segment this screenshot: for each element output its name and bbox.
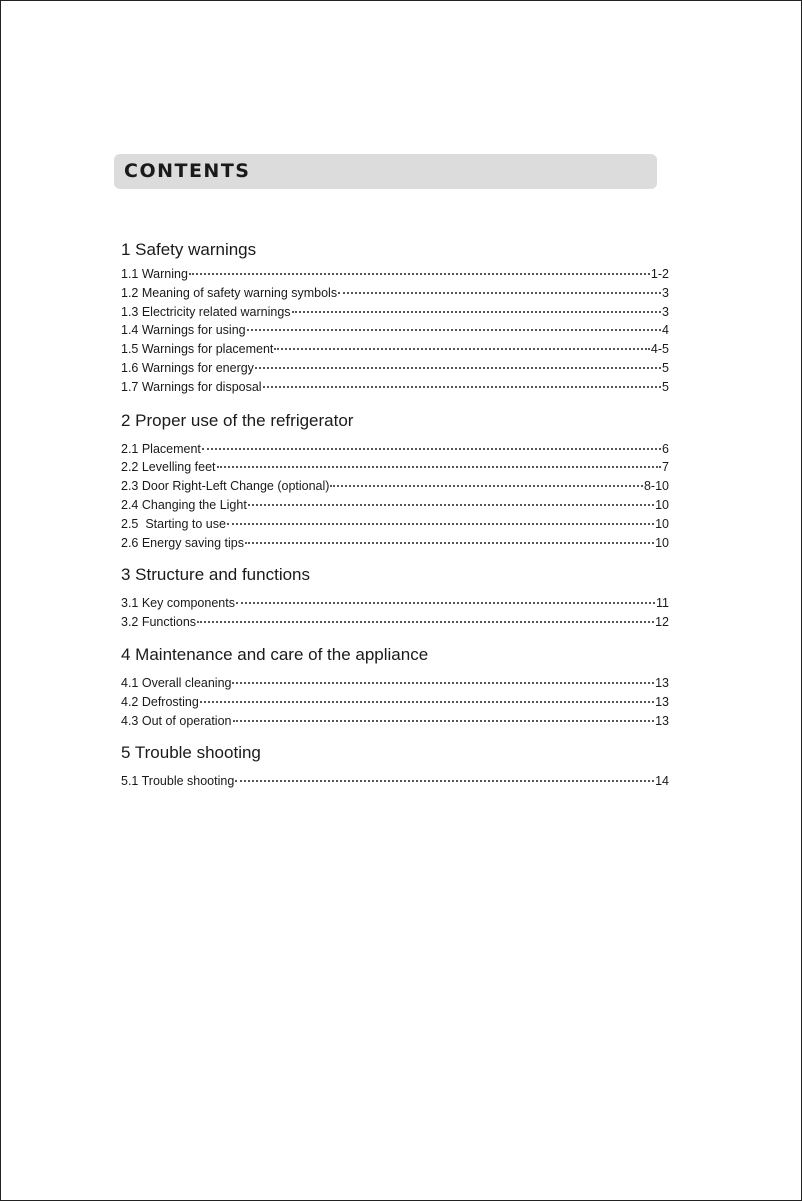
- toc-entry[interactable]: [121, 340, 669, 359]
- toc-entry[interactable]: [121, 613, 669, 632]
- dot-leader: [274, 348, 650, 350]
- toc-entry-page: 1-2: [650, 267, 669, 281]
- dot-leader: [248, 504, 654, 506]
- toc-entry[interactable]: [121, 477, 669, 496]
- toc-entry-page: 13: [655, 713, 669, 728]
- toc-entry-page: 13: [655, 694, 669, 709]
- toc-section: [121, 742, 669, 791]
- dot-leader: [245, 542, 654, 544]
- section-heading: 5 Trouble shooting: [121, 743, 261, 763]
- toc-entry[interactable]: [121, 321, 669, 340]
- toc-entry[interactable]: [121, 772, 669, 791]
- dot-leader: [200, 701, 654, 703]
- toc-entry-page: 10: [655, 516, 669, 531]
- toc-entry-list: [121, 594, 669, 632]
- toc-entry-list: [121, 772, 669, 791]
- dot-leader: [338, 292, 661, 294]
- toc-entry-title: 1.1 Warning: [121, 267, 188, 281]
- toc-entry-title: 1.7 Warnings for disposal: [121, 379, 262, 394]
- toc-entry[interactable]: [121, 515, 669, 534]
- toc-entry-page: 10: [655, 497, 669, 512]
- dot-leader: [292, 311, 662, 313]
- toc-entry-title: 1.6 Warnings for energy: [121, 360, 254, 375]
- toc-section: [121, 239, 669, 397]
- dot-leader: [227, 523, 654, 525]
- dot-leader: [236, 602, 655, 604]
- toc-entry-title: 3.1 Key components: [121, 596, 235, 611]
- toc-entry[interactable]: [121, 265, 669, 284]
- toc-entry-title: 4.3 Out of operation: [121, 713, 232, 728]
- dot-leader: [255, 367, 661, 369]
- toc-entry[interactable]: [121, 534, 669, 553]
- toc-entry[interactable]: [121, 378, 669, 397]
- toc-entry-title: 2.5 Starting to use: [121, 516, 226, 531]
- toc-entry[interactable]: [121, 712, 669, 731]
- toc-entry-title: 4.1 Overall cleaning: [121, 675, 232, 690]
- contents-title: CONTENTS: [124, 160, 251, 182]
- dot-leader: [235, 780, 654, 782]
- toc-entry-title: 2.3 Door Right-Left Change (optional): [121, 479, 330, 494]
- toc-entry-title: 1.5 Warnings for placement: [121, 342, 274, 357]
- toc-entry[interactable]: [121, 359, 669, 378]
- toc-entry-page: 8-10: [643, 479, 669, 494]
- section-heading: 2 Proper use of the refrigerator: [121, 410, 354, 430]
- toc-entry-page: 14: [655, 774, 669, 789]
- toc-entry-title: 1.3 Electricity related warnings: [121, 304, 291, 319]
- toc-entry-title: 2.1 Placement: [121, 441, 201, 456]
- toc-entry-title: 4.2 Defrosting: [121, 694, 199, 709]
- toc-entry-title: 1.2 Meaning of safety warning symbols: [121, 285, 338, 300]
- toc-entry-list: [121, 440, 669, 553]
- table-of-contents: [121, 239, 669, 791]
- toc-entry-page: 13: [655, 675, 669, 690]
- toc-entry-page: 11: [656, 596, 669, 611]
- toc-entry-page: 4-5: [650, 342, 669, 357]
- toc-entry[interactable]: [121, 674, 669, 693]
- toc-entry[interactable]: [121, 440, 669, 459]
- toc-entry[interactable]: [121, 458, 669, 477]
- toc-entry-list: [121, 265, 669, 397]
- toc-entry-page: 5: [662, 379, 669, 394]
- toc-section: [121, 564, 669, 632]
- toc-entry-title: 2.2 Levelling feet: [121, 460, 216, 475]
- toc-entry-title: 5.1 Trouble shooting: [121, 774, 235, 789]
- dot-leader: [330, 485, 643, 487]
- dot-leader: [247, 329, 661, 331]
- toc-entry-title: 3.2 Functions: [121, 615, 197, 630]
- toc-entry-page: 4: [662, 323, 669, 338]
- dot-leader: [232, 682, 654, 684]
- toc-entry-title: 2.4 Changing the Light: [121, 497, 247, 512]
- toc-entry-page: 3: [662, 304, 669, 319]
- dot-leader: [233, 720, 655, 722]
- dot-leader: [217, 466, 662, 468]
- toc-entry-page: 12: [655, 615, 669, 630]
- toc-section: [121, 644, 669, 730]
- toc-entry-title: 1.4 Warnings for using: [121, 323, 246, 338]
- section-heading: 1 Safety warnings: [121, 240, 257, 259]
- dot-leader: [189, 273, 650, 275]
- toc-entry-page: 3: [662, 285, 669, 300]
- toc-entry[interactable]: [121, 496, 669, 515]
- dot-leader: [197, 621, 654, 623]
- section-heading: 3 Structure and functions: [121, 565, 311, 585]
- toc-entry[interactable]: [121, 594, 669, 613]
- toc-entry-page: 7: [662, 460, 669, 475]
- toc-entry-title: 2.6 Energy saving tips: [121, 535, 244, 550]
- dot-leader: [202, 448, 661, 450]
- dot-leader: [263, 386, 661, 388]
- contents-header-bar: [114, 154, 657, 189]
- toc-entry-page: 6: [662, 441, 669, 456]
- toc-entry[interactable]: [121, 284, 669, 303]
- section-heading: 4 Maintenance and care of the appliance: [121, 644, 429, 664]
- toc-section: [121, 410, 669, 553]
- toc-entry[interactable]: [121, 303, 669, 322]
- toc-entry-page: 10: [655, 535, 669, 550]
- toc-entry-list: [121, 674, 669, 730]
- toc-entry-page: 5: [662, 360, 669, 375]
- toc-entry[interactable]: [121, 693, 669, 712]
